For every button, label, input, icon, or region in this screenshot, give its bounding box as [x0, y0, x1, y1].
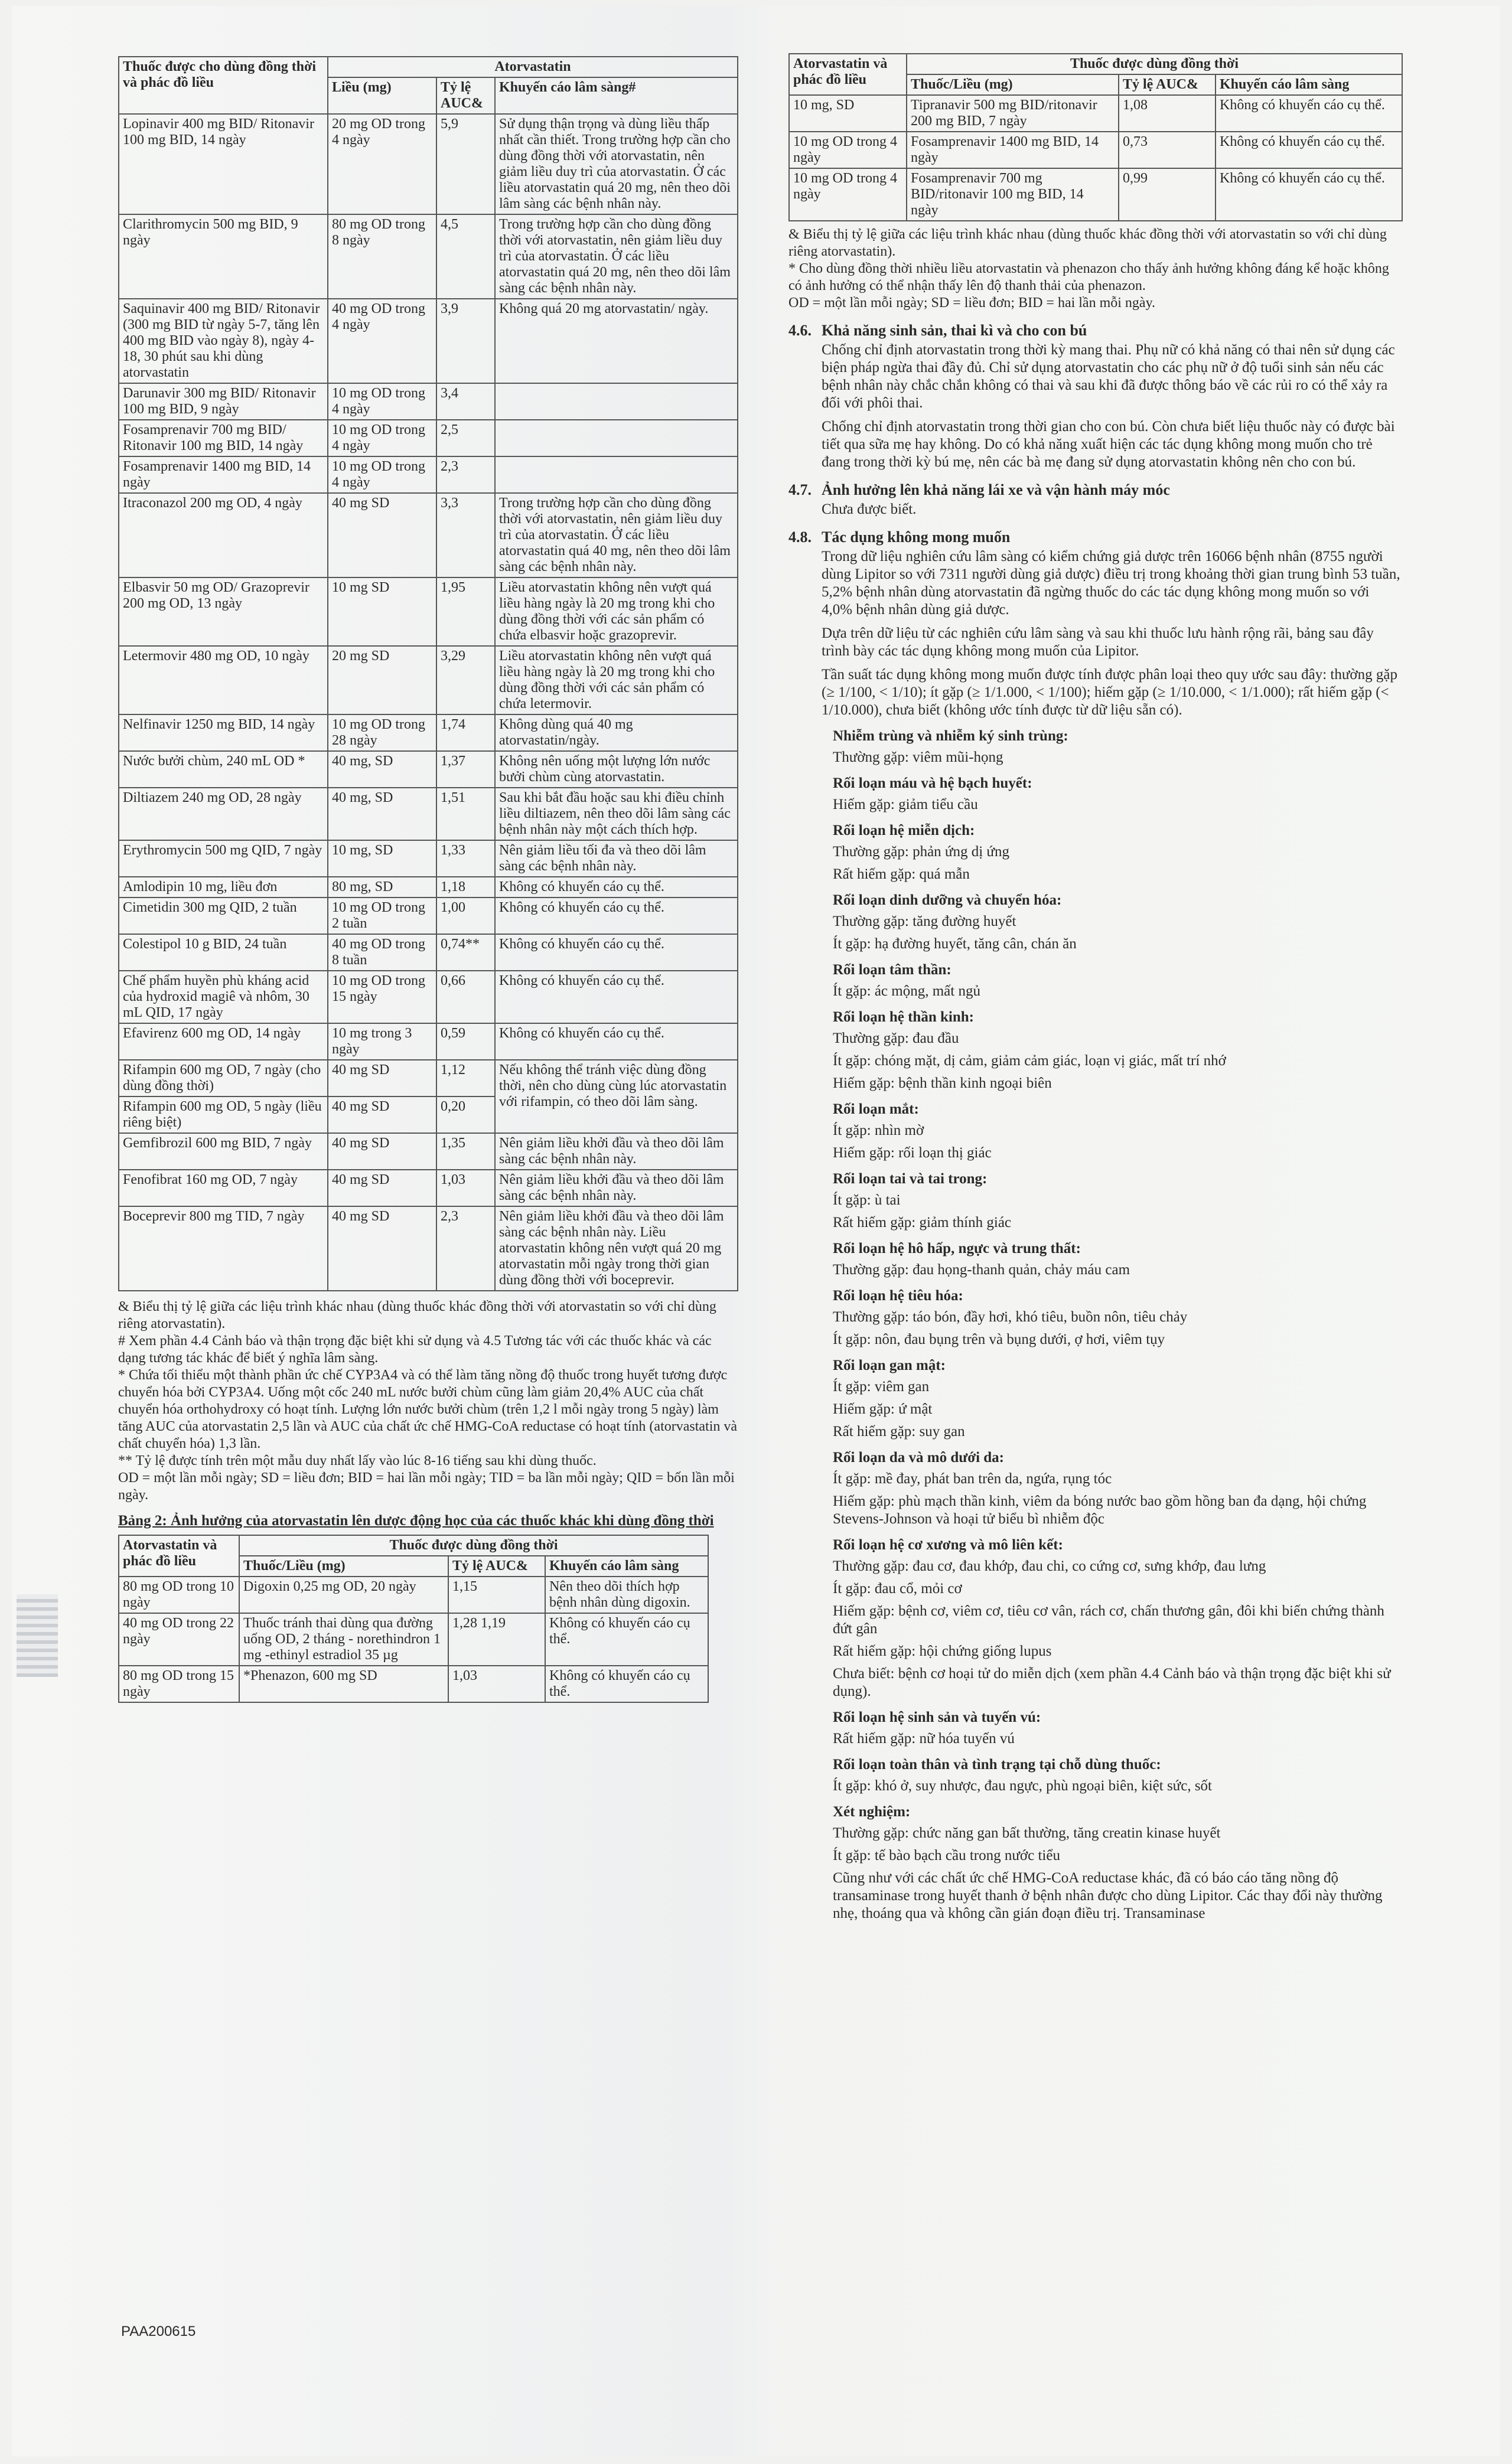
- t2-body: [119, 1577, 708, 1702]
- drug-cell: Digoxin 0,25 mg OD, 20 ngày: [239, 1577, 448, 1613]
- right-column: [788, 53, 1403, 1928]
- auc-cell: 3,29: [436, 646, 495, 714]
- table-row: [119, 299, 738, 383]
- recommendation-cell: Không có khuyến cáo cụ thể.: [495, 971, 738, 1023]
- adverse-category: Rối loạn hệ sinh sản và tuyến vú:: [833, 1709, 1041, 1725]
- adverse-item: Rất hiếm gặp: quá mẫn: [833, 866, 970, 882]
- t2-header-rec: Khuyến cáo lâm sàng: [545, 1556, 708, 1577]
- adverse-category: Rối loạn mắt:: [833, 1101, 919, 1117]
- paragraph: Tần suất tác dụng không mong muốn được tính được phân loại theo quy ước sau đây: thường gặp (≥ 1/100, < 1/10); ít gặp (≥ 1/1.000, < 1/100); hiếm gặp (≥ 1/10.000, < 1/1.000); rất hiếm gặp (< 1/10.000), chưa biết (không ước tính được từ dữ liệu sẵn có).: [822, 667, 1397, 718]
- drug-cell: Diltiazem 240 mg OD, 28 ngày: [119, 788, 328, 840]
- adverse-category: Rối loạn tâm thần:: [833, 962, 951, 978]
- auc-cell: 3,9: [436, 299, 495, 383]
- note: OD = một lần mỗi ngày; SD = liều đơn; BID = hai lần mỗi ngày; TID = ba lần mỗi ngày; QID = bốn lần mỗi ngày.: [118, 1470, 735, 1503]
- drug-cell: Efavirenz 600 mg OD, 14 ngày: [119, 1023, 328, 1060]
- adverse-category: Rối loạn hệ thần kinh:: [833, 1009, 974, 1025]
- recommendation-cell: Sử dụng thận trọng và dùng liều thấp nhất cần thiết. Trong trường hợp cần cho dùng đồng thời với atorvastatin, nên giảm liều duy trì của atorvastatin. Ở các liều atorvastatin quá 20 mg, nên theo dõi lâm sàng các bệnh nhân này.: [495, 114, 738, 214]
- dose-cell: 10 mg, SD: [328, 840, 436, 877]
- recommendation-cell: Không có khuyến cáo cụ thể.: [1216, 168, 1402, 221]
- recommendation-cell: Nên giảm liều khởi đầu và theo dõi lâm sàng các bệnh nhân này.: [495, 1133, 738, 1170]
- note: * Chứa tối thiểu một thành phần ức chế CYP3A4 và có thể làm tăng nồng độ thuốc trong huyết tương được chuyển hóa bởi CYP3A4. Uống một cốc 240 mL nước bưởi chùm cũng làm giảm 20,4% AUC của chất chuyển hóa orthohydroxy có hoạt tính. Lượng lớn nước bưởi chùm (trên 1,2 l mỗi ngày trong 5 ngày) làm tăng AUC của atorvastatin 2,5 lần và AUC của chất ức chế HMG-CoA reductase có hoạt tính (atorvastatin và chất chuyển hóa) 1,3 lần.: [118, 1368, 738, 1451]
- table2-title: Bảng 2: Ảnh hưởng của atorvastatin lên dược động học của các thuốc khác khi dùng đồng thời: [118, 1513, 714, 1529]
- adverse-item: Thường gặp: đau họng-thanh quản, chảy máu cam: [833, 1262, 1130, 1278]
- drug-cell: Fosamprenavir 1400 mg BID, 14 ngày: [907, 132, 1119, 168]
- auc-cell: 2,5: [436, 420, 495, 456]
- table-row: [119, 1613, 708, 1666]
- adverse-category: Rối loạn hệ hô hấp, ngực và trung thất:: [833, 1241, 1081, 1257]
- recommendation-cell: Không có khuyến cáo cụ thể.: [1216, 132, 1402, 168]
- auc-cell: 0,66: [436, 971, 495, 1023]
- auc-cell: 1,33: [436, 840, 495, 877]
- left-column: [118, 56, 738, 1703]
- recommendation-cell: Trong trường hợp cần cho dùng đồng thời với atorvastatin, nên giảm liều duy trì của atorvastatin. Ở các liều atorvastatin quá 20 mg, nên theo dõi lâm sàng các bệnh nhân này.: [495, 214, 738, 299]
- adverse-item: Ít gặp: đau cổ, mỏi cơ: [833, 1581, 962, 1597]
- adverse-item: Rất hiếm gặp: giảm thính giác: [833, 1215, 1012, 1231]
- atorvastatin-dose-cell: 40 mg OD trong 22 ngày: [119, 1613, 239, 1666]
- adverse-category: Rối loạn tai và tai trong:: [833, 1171, 988, 1187]
- dose-cell: 40 mg SD: [328, 1206, 436, 1291]
- recommendation-cell: Không có khuyến cáo cụ thể.: [495, 877, 738, 898]
- recommendation-cell: Không quá 20 mg atorvastatin/ ngày.: [495, 299, 738, 383]
- adverse-category: Rối loạn da và mô dưới da:: [833, 1450, 1005, 1466]
- auc-cell: 0,20: [436, 1096, 495, 1133]
- dose-cell: 80 mg, SD: [328, 877, 436, 898]
- note: * Cho dùng đồng thời nhiều liều atorvastatin và phenazon cho thấy ảnh hưởng không đáng kể hoặc không có ảnh hưởng có thể nhận thấy lên độ thanh thải của phenazon.: [788, 261, 1389, 293]
- drug-cell: Lopinavir 400 mg BID/ Ritonavir 100 mg BID, 14 ngày: [119, 114, 328, 214]
- t1-body: [119, 114, 738, 1291]
- drug-cell: Chế phẩm huyền phù kháng acid của hydroxid magiê và nhôm, 30 mL QID, 17 ngày: [119, 971, 328, 1023]
- t1-header-group: Atorvastatin: [328, 57, 738, 77]
- table-row: [119, 114, 738, 214]
- section-number: 4.8.: [788, 528, 812, 546]
- note: & Biểu thị tỷ lệ giữa các liệu trình khác nhau (dùng thuốc khác đồng thời với atorvastatin so với chỉ dùng riêng atorvastatin).: [788, 227, 1387, 259]
- drug-cell: Nelfinavir 1250 mg BID, 14 ngày: [119, 714, 328, 751]
- drug-cell: Darunavir 300 mg BID/ Ritonavir 100 mg BID, 9 ngày: [119, 383, 328, 420]
- dose-cell: 40 mg SD: [328, 493, 436, 577]
- recommendation-cell: Nếu không thể tránh việc dùng đồng thời, nên cho dùng cùng lúc atorvastatin với rifampin, có theo dõi lâm sàng.: [495, 1060, 738, 1133]
- dose-cell: 40 mg, SD: [328, 788, 436, 840]
- table3-notes: [788, 226, 1403, 312]
- t3-header-rec: Khuyến cáo lâm sàng: [1216, 74, 1402, 95]
- adverse-item: Ít gặp: ác mộng, mất ngủ: [833, 983, 980, 999]
- auc-cell: 4,5: [436, 214, 495, 299]
- adverse-item: Ít gặp: khó ở, suy nhược, đau ngực, phù ngoại biên, kiệt sức, sốt: [833, 1778, 1212, 1794]
- adverse-item: Ít gặp: chóng mặt, dị cảm, giảm cảm giác, loạn vị giác, mất trí nhớ: [833, 1053, 1226, 1069]
- t2-header-drug: Thuốc/Liều (mg): [239, 1556, 448, 1577]
- auc-cell: 1,35: [436, 1133, 495, 1170]
- auc-cell: 2,3: [436, 1206, 495, 1291]
- adverse-item: Hiếm gặp: giảm tiểu cầu: [833, 797, 978, 812]
- drug-cell: Fosamprenavir 700 mg BID/ritonavir 100 mg BID, 14 ngày: [907, 168, 1119, 221]
- adverse-item: Ít gặp: nhìn mờ: [833, 1122, 924, 1138]
- auc-cell: 1,28 1,19: [448, 1613, 545, 1666]
- dose-cell: 40 mg OD trong 8 tuần: [328, 934, 436, 971]
- drug-cell: Boceprevir 800 mg TID, 7 ngày: [119, 1206, 328, 1291]
- auc-cell: 1,51: [436, 788, 495, 840]
- auc-cell: 1,37: [436, 751, 495, 788]
- interaction-table-1: [118, 56, 738, 1291]
- adverse-item: Rất hiếm gặp: suy gan: [833, 1424, 965, 1440]
- dose-cell: 10 mg trong 3 ngày: [328, 1023, 436, 1060]
- adverse-item: Thường gặp: táo bón, đầy hơi, khó tiêu, buồn nôn, tiêu chảy: [833, 1309, 1188, 1325]
- drug-cell: Tipranavir 500 mg BID/ritonavir 200 mg BID, 7 ngày: [907, 95, 1119, 132]
- atorvastatin-dose-cell: 10 mg OD trong 4 ngày: [789, 132, 907, 168]
- section-4-7-title: [788, 481, 1403, 500]
- adverse-item: Thường gặp: viêm mũi-họng: [833, 749, 1003, 765]
- dose-cell: 40 mg, SD: [328, 751, 436, 788]
- dose-cell: 40 mg SD: [328, 1170, 436, 1206]
- interaction-table-3: [788, 53, 1403, 221]
- drug-cell: Clarithromycin 500 mg BID, 9 ngày: [119, 214, 328, 299]
- note: # Xem phần 4.4 Cảnh báo và thận trọng đặc biệt khi sử dụng và 4.5 Tương tác với các thuốc khác và các dạng tương tác khác để biết ý nghĩa lâm sàng.: [118, 1333, 712, 1366]
- table-row: [119, 383, 738, 420]
- recommendation-cell: Không nên uống một lượng lớn nước bưởi chùm cùng atorvastatin.: [495, 751, 738, 788]
- adverse-category: Xét nghiệm:: [833, 1804, 911, 1820]
- dose-cell: 40 mg OD trong 4 ngày: [328, 299, 436, 383]
- adverse-item: Thường gặp: phản ứng dị ứng: [833, 844, 1009, 860]
- table-row: [119, 214, 738, 299]
- auc-cell: 5,9: [436, 114, 495, 214]
- adverse-item: Hiếm gặp: ứ mật: [833, 1401, 933, 1417]
- drug-cell: Fenofibrat 160 mg OD, 7 ngày: [119, 1170, 328, 1206]
- auc-cell: 1,03: [436, 1170, 495, 1206]
- adverse-item: Ít gặp: nôn, đau bụng trên và bụng dưới, ợ hơi, viêm tụy: [833, 1331, 1165, 1347]
- adverse-category: Nhiễm trùng và nhiễm ký sinh trùng:: [833, 728, 1068, 744]
- adverse-category: Rối loạn toàn thân và tình trạng tại chỗ dùng thuốc:: [833, 1757, 1161, 1773]
- dose-cell: 40 mg SD: [328, 1096, 436, 1133]
- side-stripe-decoration: [17, 1594, 58, 1677]
- table-row: [119, 788, 738, 840]
- drug-cell: Fosamprenavir 700 mg BID/ Ritonavir 100 mg BID, 14 ngày: [119, 420, 328, 456]
- recommendation-cell: [495, 383, 738, 420]
- dose-cell: 10 mg OD trong 4 ngày: [328, 420, 436, 456]
- dose-cell: 10 mg OD trong 4 ngày: [328, 456, 436, 493]
- interaction-table-2: [118, 1535, 709, 1703]
- auc-cell: 1,18: [436, 877, 495, 898]
- table-row: [119, 1060, 738, 1096]
- table-row: [119, 840, 738, 877]
- adverse-item: Rất hiếm gặp: nữ hóa tuyến vú: [833, 1731, 1015, 1747]
- dose-cell: 10 mg OD trong 15 ngày: [328, 971, 436, 1023]
- closing-paragraph: Cũng như với các chất ức chế HMG-CoA reductase khác, đã có báo cáo tăng nồng độ transaminase trong huyết thanh ở bệnh nhân được cho dùng Lipitor. Các thay đổi này thường nhẹ, thoáng qua và không cần gián đoạn điều trị. Transaminase: [833, 1870, 1383, 1921]
- drug-cell: Rifampin 600 mg OD, 7 ngày (cho dùng đồng thời): [119, 1060, 328, 1096]
- table-row: [119, 934, 738, 971]
- t2-header-auc: Tỷ lệ AUC&: [448, 1556, 545, 1577]
- adverse-effects-list: [788, 727, 1403, 1865]
- t1-header-auc: Tỷ lệ AUC&: [436, 77, 495, 114]
- table-row: [119, 420, 738, 456]
- table-row: [119, 1170, 738, 1206]
- table-row: [119, 646, 738, 714]
- drug-cell: Fosamprenavir 1400 mg BID, 14 ngày: [119, 456, 328, 493]
- table-row: [789, 132, 1402, 168]
- paragraph: Chưa được biết.: [822, 501, 917, 517]
- table-row: [119, 1206, 738, 1291]
- auc-cell: 1,15: [448, 1577, 545, 1613]
- adverse-category: Rối loạn gan mật:: [833, 1357, 946, 1373]
- auc-cell: 1,03: [448, 1666, 545, 1702]
- section-number: 4.6.: [788, 322, 812, 339]
- adverse-item: Hiếm gặp: phù mạch thần kinh, viêm da bóng nước bao gồm hồng ban đa dạng, hội chứng Stevens-Johnson và hoại tử biểu bì nhiễm độc: [833, 1493, 1367, 1527]
- drug-cell: Colestipol 10 g BID, 24 tuần: [119, 934, 328, 971]
- drug-cell: Elbasvir 50 mg OD/ Grazoprevir 200 mg OD, 13 ngày: [119, 577, 328, 646]
- adverse-item: Thường gặp: tăng đường huyết: [833, 913, 1016, 929]
- auc-cell: 1,00: [436, 898, 495, 934]
- adverse-category: Rối loạn hệ tiêu hóa:: [833, 1288, 963, 1304]
- adverse-item: Rất hiếm gặp: hội chứng giống lupus: [833, 1643, 1052, 1659]
- auc-cell: 1,12: [436, 1060, 495, 1096]
- section-title-text: Ảnh hưởng lên khả năng lái xe và vận hành máy móc: [822, 481, 1170, 498]
- table-row: [119, 898, 738, 934]
- recommendation-cell: Không có khuyến cáo cụ thể.: [545, 1666, 708, 1702]
- table-row: [119, 456, 738, 493]
- section-4-8-title: [788, 528, 1403, 547]
- recommendation-cell: [495, 456, 738, 493]
- adverse-item: Thường gặp: đau đầu: [833, 1030, 959, 1046]
- adverse-item: Ít gặp: ù tai: [833, 1192, 901, 1208]
- recommendation-cell: Nên theo dõi thích hợp bệnh nhân dùng digoxin.: [545, 1577, 708, 1613]
- dose-cell: 20 mg SD: [328, 646, 436, 714]
- table-row: [119, 577, 738, 646]
- auc-cell: 2,3: [436, 456, 495, 493]
- drug-cell: Itraconazol 200 mg OD, 4 ngày: [119, 493, 328, 577]
- drug-cell: Amlodipin 10 mg, liều đơn: [119, 877, 328, 898]
- t2-header-ator: Atorvastatin và phác đồ liều: [119, 1535, 239, 1577]
- recommendation-cell: Không có khuyến cáo cụ thể.: [495, 934, 738, 971]
- adverse-item: Thường gặp: chức năng gan bất thường, tăng creatin kinase huyết: [833, 1825, 1221, 1841]
- t1-header-rec: Khuyến cáo lâm sàng#: [495, 77, 738, 114]
- adverse-item: Ít gặp: mề đay, phát ban trên da, ngứa, rụng tóc: [833, 1471, 1112, 1487]
- dose-cell: 10 mg OD trong 28 ngày: [328, 714, 436, 751]
- adverse-item: Thường gặp: đau cơ, đau khớp, đau chi, co cứng cơ, sưng khớp, đau lưng: [833, 1558, 1266, 1574]
- t3-header-group: Thuốc được dùng đồng thời: [907, 54, 1402, 74]
- recommendation-cell: [495, 420, 738, 456]
- auc-cell: 0,99: [1119, 168, 1216, 221]
- atorvastatin-dose-cell: 80 mg OD trong 15 ngày: [119, 1666, 239, 1702]
- drug-cell: Letermovir 480 mg OD, 10 ngày: [119, 646, 328, 714]
- recommendation-cell: Không có khuyến cáo cụ thể.: [495, 1023, 738, 1060]
- recommendation-cell: Không có khuyến cáo cụ thể.: [1216, 95, 1402, 132]
- table-row: [789, 168, 1402, 221]
- section-title-text: Khả năng sinh sản, thai kì và cho con bú: [822, 322, 1087, 339]
- table-row: [789, 95, 1402, 132]
- note: ** Tỷ lệ được tính trên một mẫu duy nhất lấy vào lúc 8-16 tiếng sau khi dùng thuốc.: [118, 1453, 597, 1468]
- recommendation-cell: Nên giảm liều tối đa và theo dõi lâm sàng các bệnh nhân này.: [495, 840, 738, 877]
- atorvastatin-dose-cell: 80 mg OD trong 10 ngày: [119, 1577, 239, 1613]
- adverse-item: Hiếm gặp: bệnh cơ, viêm cơ, tiêu cơ vân, rách cơ, chấn thương gân, đôi khi biến chứng thành đứt gân: [833, 1603, 1384, 1637]
- auc-cell: 0,59: [436, 1023, 495, 1060]
- t1-header-dose: Liều (mg): [328, 77, 436, 114]
- table-row: [119, 751, 738, 788]
- auc-cell: 3,4: [436, 383, 495, 420]
- paragraph: Chống chỉ định atorvastatin trong thời kỳ mang thai. Phụ nữ có khả năng có thai nên sử dụng các biện pháp ngừa thai đầy đủ. Chỉ sử dụng atorvastatin cho các phụ nữ ở độ tuổi sinh sản nếu các bệnh nhân này chắc chắn không có thai và sau khi đã được thông báo về các rủi ro có thể xảy ra đối với phôi thai.: [822, 342, 1395, 411]
- adverse-item: Hiếm gặp: bệnh thần kinh ngoại biên: [833, 1075, 1052, 1091]
- table-row: [119, 493, 738, 577]
- note: OD = một lần mỗi ngày; SD = liều đơn; BID = hai lần mỗi ngày.: [788, 295, 1156, 311]
- dose-cell: 40 mg SD: [328, 1060, 436, 1096]
- adverse-item: Ít gặp: tế bào bạch cầu trong nước tiểu: [833, 1848, 1060, 1863]
- recommendation-cell: Không có khuyến cáo cụ thể.: [495, 898, 738, 934]
- t2-header-group: Thuốc được dùng đồng thời: [239, 1535, 708, 1556]
- auc-cell: 1,08: [1119, 95, 1216, 132]
- atorvastatin-dose-cell: 10 mg, SD: [789, 95, 907, 132]
- drug-cell: Thuốc tránh thai dùng qua đường uống OD, 2 tháng - norethindron 1 mg -ethinyl estradiol 35 µg: [239, 1613, 448, 1666]
- paragraph: Chống chỉ định atorvastatin trong thời gian cho con bú. Còn chưa biết liệu thuốc này có được bài tiết qua sữa mẹ hay không. Do có khả năng xuất hiện các tác dụng không mong muốn cho trẻ đang trong thời kỳ bú mẹ, nên các bà mẹ đang sử dụng atorvastatin không nên cho con bú.: [822, 419, 1395, 470]
- recommendation-cell: Nên giảm liều khởi đầu và theo dõi lâm sàng các bệnh nhân này.: [495, 1170, 738, 1206]
- auc-cell: 0,73: [1119, 132, 1216, 168]
- auc-cell: 1,95: [436, 577, 495, 646]
- dose-cell: 20 mg OD trong 4 ngày: [328, 114, 436, 214]
- t3-header-ator: Atorvastatin và phác đồ liều: [789, 54, 907, 95]
- dose-cell: 10 mg OD trong 4 ngày: [328, 383, 436, 420]
- recommendation-cell: Sau khi bắt đầu hoặc sau khi điều chỉnh liều diltiazem, nên theo dõi lâm sàng các bệnh nhân này một cách thích hợp.: [495, 788, 738, 840]
- drug-cell: Erythromycin 500 mg QID, 7 ngày: [119, 840, 328, 877]
- table-row: [119, 1666, 708, 1702]
- paragraph: Trong dữ liệu nghiên cứu lâm sàng có kiểm chứng giả dược trên 16066 bệnh nhân (8755 người dùng Lipitor so với 7311 người dùng giả dược) điều trị trong khoảng thời gian trung bình 53 tuần, 5,2% bệnh nhân dùng atorvastatin đã ngừng thuốc do các tác dụng không mong muốn so với 4,0% bệnh nhân dùng giả dược.: [822, 549, 1400, 618]
- table-row: [119, 1023, 738, 1060]
- drug-cell: Rifampin 600 mg OD, 5 ngày (liều riêng biệt): [119, 1096, 328, 1133]
- adverse-category: Rối loạn dinh dưỡng và chuyển hóa:: [833, 892, 1062, 908]
- adverse-category: Rối loạn hệ miễn dịch:: [833, 823, 975, 838]
- recommendation-cell: Nên giảm liều khởi đầu và theo dõi lâm sàng các bệnh nhân này. Liều atorvastatin không nên vượt quá 20 mg atorvastatin mỗi ngày trong thời gian dùng đồng thời với boceprevir.: [495, 1206, 738, 1291]
- auc-cell: 0,74**: [436, 934, 495, 971]
- adverse-item: Ít gặp: hạ đường huyết, tăng cân, chán ăn: [833, 936, 1077, 952]
- adverse-category: Rối loạn hệ cơ xương và mô liên kết:: [833, 1537, 1063, 1553]
- section-number: 4.7.: [788, 481, 812, 498]
- dose-cell: 80 mg OD trong 8 ngày: [328, 214, 436, 299]
- recommendation-cell: Liều atorvastatin không nên vượt quá liều hàng ngày là 20 mg trong khi cho dùng đồng thời với các sản phẩm có chứa letermovir.: [495, 646, 738, 714]
- auc-cell: 1,74: [436, 714, 495, 751]
- drug-cell: Nước bưởi chùm, 240 mL OD *: [119, 751, 328, 788]
- adverse-item: Chưa biết: bệnh cơ hoại tử do miễn dịch (xem phần 4.4 Cảnh báo và thận trọng đặc biệt khi sử dụng).: [833, 1666, 1391, 1699]
- table-row: [119, 1133, 738, 1170]
- recommendation-cell: Trong trường hợp cần cho dùng đồng thời với atorvastatin, nên giảm liều duy trì của atorvastatin. Ở các liều atorvastatin quá 40 mg, nên theo dõi lâm sàng các bệnh nhân này.: [495, 493, 738, 577]
- t3-header-drug: Thuốc/Liều (mg): [907, 74, 1119, 95]
- recommendation-cell: Liều atorvastatin không nên vượt quá liều hàng ngày là 20 mg trong khi cho dùng đồng thời với các sản phẩm có chứa elbasvir hoặc grazoprevir.: [495, 577, 738, 646]
- adverse-item: Hiếm gặp: rối loạn thị giác: [833, 1145, 992, 1161]
- auc-cell: 3,3: [436, 493, 495, 577]
- table1-notes: [118, 1298, 738, 1504]
- drug-cell: Gemfibrozil 600 mg BID, 7 ngày: [119, 1133, 328, 1170]
- drug-cell: *Phenazon, 600 mg SD: [239, 1666, 448, 1702]
- t1-header-drug: Thuốc được cho dùng đồng thời và phác đồ liều: [119, 57, 328, 114]
- table-row: [119, 714, 738, 751]
- drug-cell: Cimetidin 300 mg QID, 2 tuần: [119, 898, 328, 934]
- dose-cell: 40 mg SD: [328, 1133, 436, 1170]
- section-title-text: Tác dụng không mong muốn: [822, 528, 1011, 546]
- adverse-category: Rối loạn máu và hệ bạch huyết:: [833, 775, 1032, 791]
- dose-cell: 10 mg SD: [328, 577, 436, 646]
- table-row: [119, 971, 738, 1023]
- note: & Biểu thị tỷ lệ giữa các liệu trình khác nhau (dùng thuốc khác đồng thời với atorvastatin so với chỉ dùng riêng atorvastatin).: [118, 1299, 716, 1331]
- table-row: [119, 1577, 708, 1613]
- dose-cell: 10 mg OD trong 2 tuần: [328, 898, 436, 934]
- drug-cell: Saquinavir 400 mg BID/ Ritonavir (300 mg BID từ ngày 5-7, tăng lên 400 mg BID vào ngày 8), ngày 4-18, 30 phút sau khi dùng atorvastatin: [119, 299, 328, 383]
- recommendation-cell: Không dùng quá 40 mg atorvastatin/ngày.: [495, 714, 738, 751]
- t3-body: [789, 95, 1402, 221]
- t3-header-auc: Tỷ lệ AUC&: [1119, 74, 1216, 95]
- document-code: PAA200615: [121, 2323, 196, 2339]
- adverse-item: Ít gặp: viêm gan: [833, 1379, 930, 1395]
- atorvastatin-dose-cell: 10 mg OD trong 4 ngày: [789, 168, 907, 221]
- table-row: [119, 877, 738, 898]
- section-4-6-title: [788, 321, 1403, 340]
- paragraph: Dựa trên dữ liệu từ các nghiên cứu lâm sàng và sau khi thuốc lưu hành rộng rãi, bảng sau đây trình bày các tác dụng không mong muốn của Lipitor.: [822, 625, 1374, 659]
- recommendation-cell: Không có khuyến cáo cụ thể.: [545, 1613, 708, 1666]
